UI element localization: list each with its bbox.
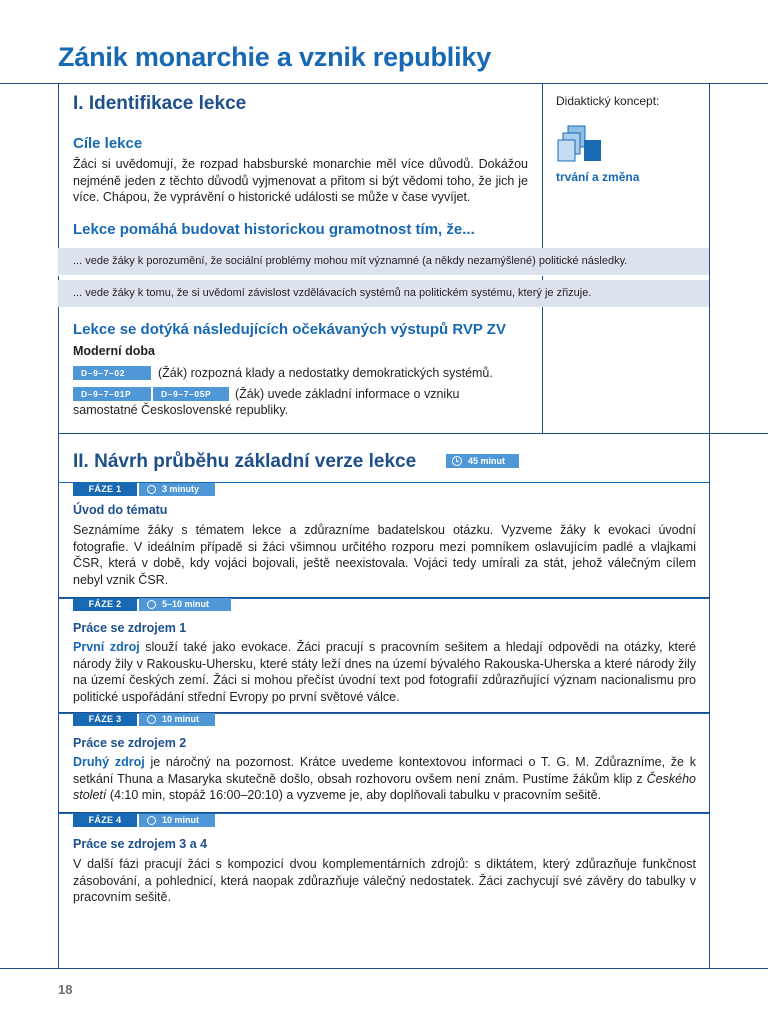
rvp-heading: Lekce se dotýká následujících očekávaných výstupů RVP ZV: [73, 321, 506, 338]
phase-text-body: (4:10 min, stopáž 16:00–20:10) a vyzveme je, aby doplňovali tabulku v pracovním sešitě.: [106, 788, 602, 802]
phase-heading: Úvod do tématu: [73, 503, 168, 517]
rvp-section-label: Moderní doba: [73, 344, 155, 358]
section-divider: [58, 433, 768, 434]
phase-text: Seznámíme žáky s tématem lekce a zdůrazníme badatelskou otázku. Vyzveme žáky k evokaci úvodní fotografie. V ideálním případě si žáci všimnou určitého rozporu mezi pomníkem oslavujícím padlé a vlajkami ČSR, která v době, kdy vojáci bojovali, ještě neexistovala. Vojáci tedy umírali za stát, jehož válečným cílem nebyl vznik ČSR.: [73, 523, 696, 587]
clock-icon: [452, 456, 462, 466]
phase-time-text: 10 minut: [162, 714, 200, 724]
source-highlight: Druhý zdroj: [73, 755, 145, 769]
literacy-item: [58, 248, 709, 275]
stacked-squares-icon: [556, 125, 604, 165]
concept-name: trvání a změna: [556, 170, 640, 184]
phase-label: FÁZE 1: [73, 483, 137, 496]
frame-right-line: [709, 83, 710, 968]
title-rule: [0, 83, 768, 84]
concept-label: Didaktický koncept:: [556, 94, 660, 108]
bottom-rule: [0, 968, 768, 969]
frame-left-line: [58, 83, 59, 968]
phase-time-badge: [139, 483, 215, 496]
phase-heading: Práce se zdrojem 3 a 4: [73, 837, 208, 851]
film-title: Českého století: [73, 771, 696, 802]
clock-icon: [147, 600, 156, 609]
literacy-item: [58, 280, 709, 307]
phase-heading: Práce se zdrojem 1: [73, 621, 187, 635]
phase-text: V další fázi pracují žáci s kompozicí dvou komplementárních zdrojů: s diktátem, který zdůrazňuje funkčnost zásobování, a pohlednicí, která naopak zdůrazňuje válečný nedostatek. Žáci zachycují své závěry do tabulky v pracovním sešitě.: [73, 857, 696, 904]
rvp-outcome-text: samostatné Československé republiky.: [73, 403, 289, 417]
phase-text: [73, 754, 696, 804]
rvp-code-chip: D–9–7–01P: [73, 387, 151, 401]
phase-heading: Práce se zdrojem 2: [73, 736, 187, 750]
literacy-item-text: ... vede žáky k porozumění, že sociální problémy mohou mít významné (a někdy nezamýšlené) politické následky.: [73, 255, 628, 267]
phase-time-text: 10 minut: [162, 815, 200, 825]
phase-time-badge: [139, 814, 215, 827]
clock-icon: [147, 485, 156, 494]
phase-time-text: 3 minuty: [162, 484, 200, 494]
band-divider: [58, 275, 709, 276]
source-highlight: První zdroj: [73, 640, 140, 654]
goals-text: Žáci si uvědomují, že rozpad habsburské monarchie měl více důvodů. Dokážou nejméně jeden z těchto důvodů vyjmenovat a přitom si být vědomi toho, že jich je více. Chápou, že vyprávění o historické události se může v čase vyvíjet.: [73, 157, 528, 204]
phase-text-body: slouží také jako evokace. Žáci pracují s pracovním sešitem a hledají odpovědi na otázky, které národy žily v Rakousku-Uhersku, které státy leží dnes na území bývalého Rakouska-Uherska a které národy žily na území českých zemí. Žáci si mohou přečíst úvodní text pod fotografií zdůrazňující význam nacionalismu pro politické uspořádání střední Evropy po první světové válce.: [73, 640, 697, 704]
page-number: 18: [58, 982, 73, 997]
phase-text: [73, 639, 696, 705]
phase-time-badge: [139, 713, 215, 726]
phase-label: FÁZE 3: [73, 713, 137, 726]
rvp-code-chip: D–9–7–05P: [153, 387, 229, 401]
phase-time-badge: [139, 598, 231, 611]
literacy-item-text: ... vede žáky k tomu, že si uvědomí závislost vzdělávacích systémů na politickém systému, který je zřizuje.: [73, 287, 592, 299]
phase-label: FÁZE 4: [73, 814, 137, 827]
identification-heading: I. Identifikace lekce: [73, 93, 247, 114]
plan-heading: II. Návrh průběhu základní verze lekce: [73, 451, 417, 472]
literacy-heading: Lekce pomáhá budovat historickou gramotnost tím, že...: [73, 221, 475, 238]
page-title: Zánik monarchie a vznik republiky: [58, 42, 492, 72]
phase-text-body: je náročný na pozornost. Krátce uvedeme kontextovou informaci o T. G. M. Zdůrazníme, že k setkání Thuna a Masaryka skutečně došlo, obsah rozhovoru ovšem není znám. Pustíme žákům klip z: [73, 755, 696, 786]
total-time-badge: [446, 454, 519, 468]
rvp-outcome-text: (Žák) uvede základní informace o vzniku: [235, 387, 460, 401]
total-time-text: 45 minut: [468, 456, 506, 466]
clock-icon: [147, 816, 156, 825]
goals-heading: Cíle lekce: [73, 135, 143, 152]
clock-icon: [147, 715, 156, 724]
phase-time-text: 5–10 minut: [162, 599, 210, 609]
rvp-code-chip: D–9–7–02: [73, 366, 151, 380]
phase-label: FÁZE 2: [73, 598, 137, 611]
rvp-outcome-text: (Žák) rozpozná klady a nedostatky demokratických systémů.: [158, 366, 493, 380]
